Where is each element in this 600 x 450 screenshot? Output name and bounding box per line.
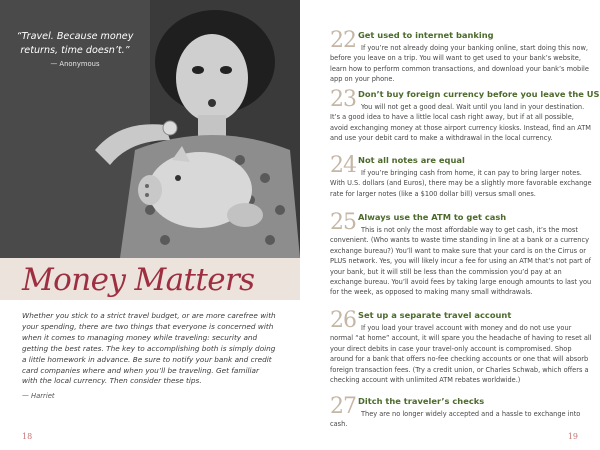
tip-number: 26 <box>330 308 356 333</box>
tip-number: 27 <box>330 394 356 419</box>
tip-body: This is not only the most affordable way to get cash, it’s the most convenient. (Who wants to waste time standing in line at a bank or a currency exchange bureau?) You’ll want to make sure that your card is on the Cirrus or PLUS network. Yes, you will likely incur a fee for using an ATM that’s not part of your bank, but it will still be less than the commission you’d pay at an exchange bureau. You’ll avoid fees by taking large enough amounts to last you for the week, as opposed to making many small withdrawals. <box>330 226 592 297</box>
tip-body: If you’re not already doing your banking online, start doing this now, before you leave on a trip. You will want to get used to your bank’s website, learn how to perform common transactions, and download your bank’s mobile app on your phone. <box>330 44 589 84</box>
author-signoff: — Harriet <box>22 392 55 400</box>
tip-heading: Ditch the traveler’s checks <box>358 396 485 406</box>
page-title: Money Matters <box>22 262 255 298</box>
tip-body: You will not get a good deal. Wait until you land in your destination. It’s a good idea to have a little local cash right away, but if at all possible, avoid exchanging money at those airport currency kiosks. Instead, find an ATM and use your debit card to make a withdrawal in the local currency. <box>330 103 591 143</box>
intro-paragraph: Whether you stick to a strict travel budget, or are more carefree with your spending, there are two things that everyone is concerned with when it comes to managing money while traveling: security and getting the best rates. The key to accomplishing both is simply doing a little homework in advance. Be sure to notify your bank and credit card companies where and when you’ll be traveling. Get familiar with the local currency. Then consider these tips. <box>22 311 276 386</box>
tip-body: If you’re bringing cash from home, it can pay to bring larger notes. With U.S. dollars (and Euros), there may be a slightly more favorable exchange rate for larger notes (like a $100 dollar bill) versus small ones. <box>330 169 592 198</box>
vintage-photo-woman-piggy-bank <box>0 0 300 258</box>
tip-heading: Get used to internet banking <box>358 30 494 40</box>
tip-heading: Don’t buy foreign currency before you leave the US <box>358 89 600 99</box>
tip-heading: Always use the ATM to get cash <box>358 212 507 222</box>
tip-number: 23 <box>330 87 356 112</box>
page-number-left: 18 <box>22 432 33 441</box>
quote-text: “Travel. Because money returns, time doesn’t.” <box>16 31 134 56</box>
tip-body: If you load your travel account with money and do not use your normal “at home” account, it will spare you the headache of having to reset all your direct debits in case your travel-only account is compromised. Shop around for a bank that offers no-fee checking accounts or one that will absorb foreign transaction fees. (Try a credit union, or Charles Schwab, which offers a checking account with unlimited ATM rebates worldwide.) <box>330 324 592 385</box>
right-page <box>300 0 600 450</box>
tip-body: They are no longer widely accepted and a hassle to exchange into cash. <box>330 410 581 429</box>
tip-number: 22 <box>330 28 356 53</box>
tip-number: 24 <box>330 153 356 178</box>
tip-heading: Set up a separate travel account <box>358 310 512 320</box>
title-banner <box>0 258 300 300</box>
page-number-right: 19 <box>567 432 578 441</box>
tip-number: 25 <box>330 210 356 235</box>
quote-author: — Anonymous <box>50 60 100 68</box>
tip-heading: Not all notes are equal <box>358 155 465 165</box>
